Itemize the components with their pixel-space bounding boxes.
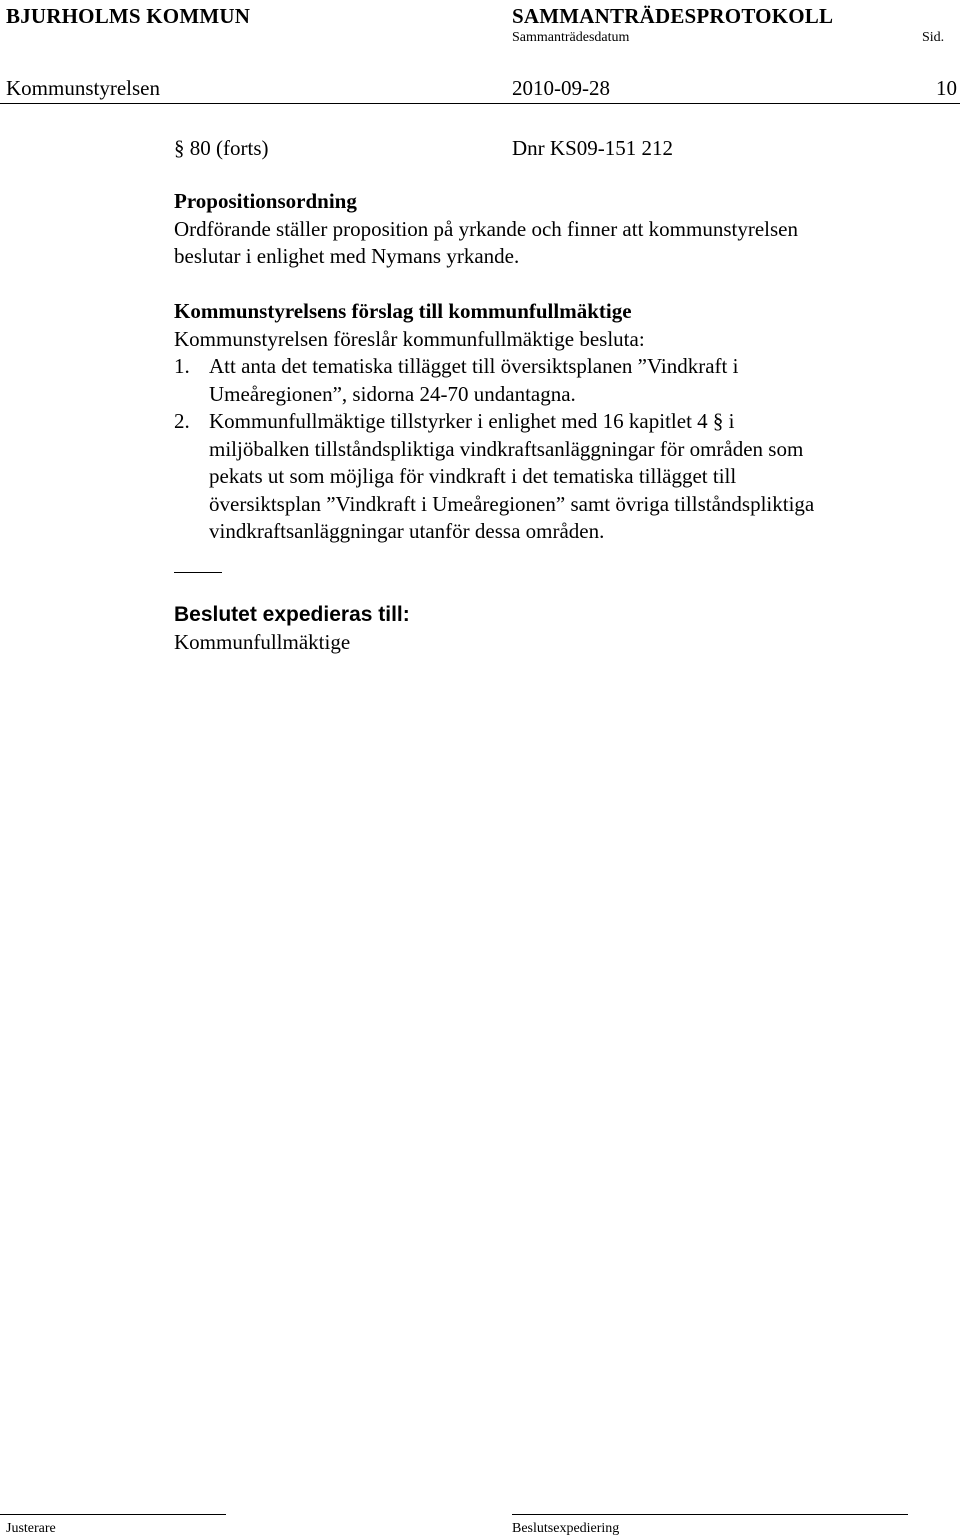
list-item-line: vindkraftsanläggningar utanför dessa områden. xyxy=(209,519,605,543)
meeting-date: 2010-09-28 xyxy=(512,76,610,100)
expedition-recipient: Kommunfullmäktige xyxy=(174,630,351,654)
list-item xyxy=(174,353,914,408)
list-item-line: miljöbalken tillståndspliktiga vindkraftsanläggningar för områden som xyxy=(209,436,804,461)
proposal-section xyxy=(174,298,645,353)
propositions-section xyxy=(174,188,798,271)
signature-line-beslutsexpediering xyxy=(512,1514,908,1515)
section-separator xyxy=(174,572,222,573)
signature-line-justerare xyxy=(0,1514,226,1515)
paragraph-reference: § 80 (forts) xyxy=(174,136,269,160)
list-item-line: pekats ut som möjliga för vindkraft i det tematiska tillägget till xyxy=(209,464,737,488)
organization-name: BJURHOLMS KOMMUN xyxy=(6,4,251,28)
list-item-line: Umeåregionen”, sidorna 24-70 undantagna. xyxy=(209,381,576,406)
meeting-date-label: Sammanträdesdatum xyxy=(512,30,630,45)
proposal-intro: Kommunstyrelsen föreslår kommunfullmäktige besluta: xyxy=(174,326,645,351)
justerare-label: Justerare xyxy=(6,1521,56,1536)
proposal-list xyxy=(174,353,914,546)
header-divider xyxy=(0,103,960,104)
page-number: 10 xyxy=(936,76,957,100)
proposal-heading: Kommunstyrelsens förslag till kommunfullmäktige xyxy=(174,299,632,323)
list-item xyxy=(174,408,914,546)
propositions-heading: Propositionsordning xyxy=(174,189,357,213)
list-item-line: översiktsplan ”Vindkraft i Umeåregionen” samt övriga tillståndspliktiga xyxy=(209,491,815,516)
propositions-line: beslutar i enlighet med Nymans yrkande. xyxy=(174,244,520,268)
list-item-number: 1. xyxy=(174,354,190,378)
beslutsexpediering-label: Beslutsexpediering xyxy=(512,1521,620,1536)
page-label: Sid. xyxy=(922,30,945,45)
list-item-line: Att anta det tematiska tillägget till översiktsplanen ”Vindkraft i xyxy=(209,354,739,378)
diary-number: Dnr KS09-151 212 xyxy=(512,136,673,160)
propositions-line: Ordförande ställer proposition på yrkande och finner att kommunstyrelsen xyxy=(174,216,798,241)
expedition-heading: Beslutet expedieras till: xyxy=(174,603,410,626)
list-item-number: 2. xyxy=(174,409,190,433)
list-item-line: Kommunfullmäktige tillstyrker i enlighet med 16 kapitlet 4 § i xyxy=(209,409,735,433)
document-type: SAMMANTRÄDESPROTOKOLL xyxy=(512,4,834,28)
body-name: Kommunstyrelsen xyxy=(6,76,160,100)
